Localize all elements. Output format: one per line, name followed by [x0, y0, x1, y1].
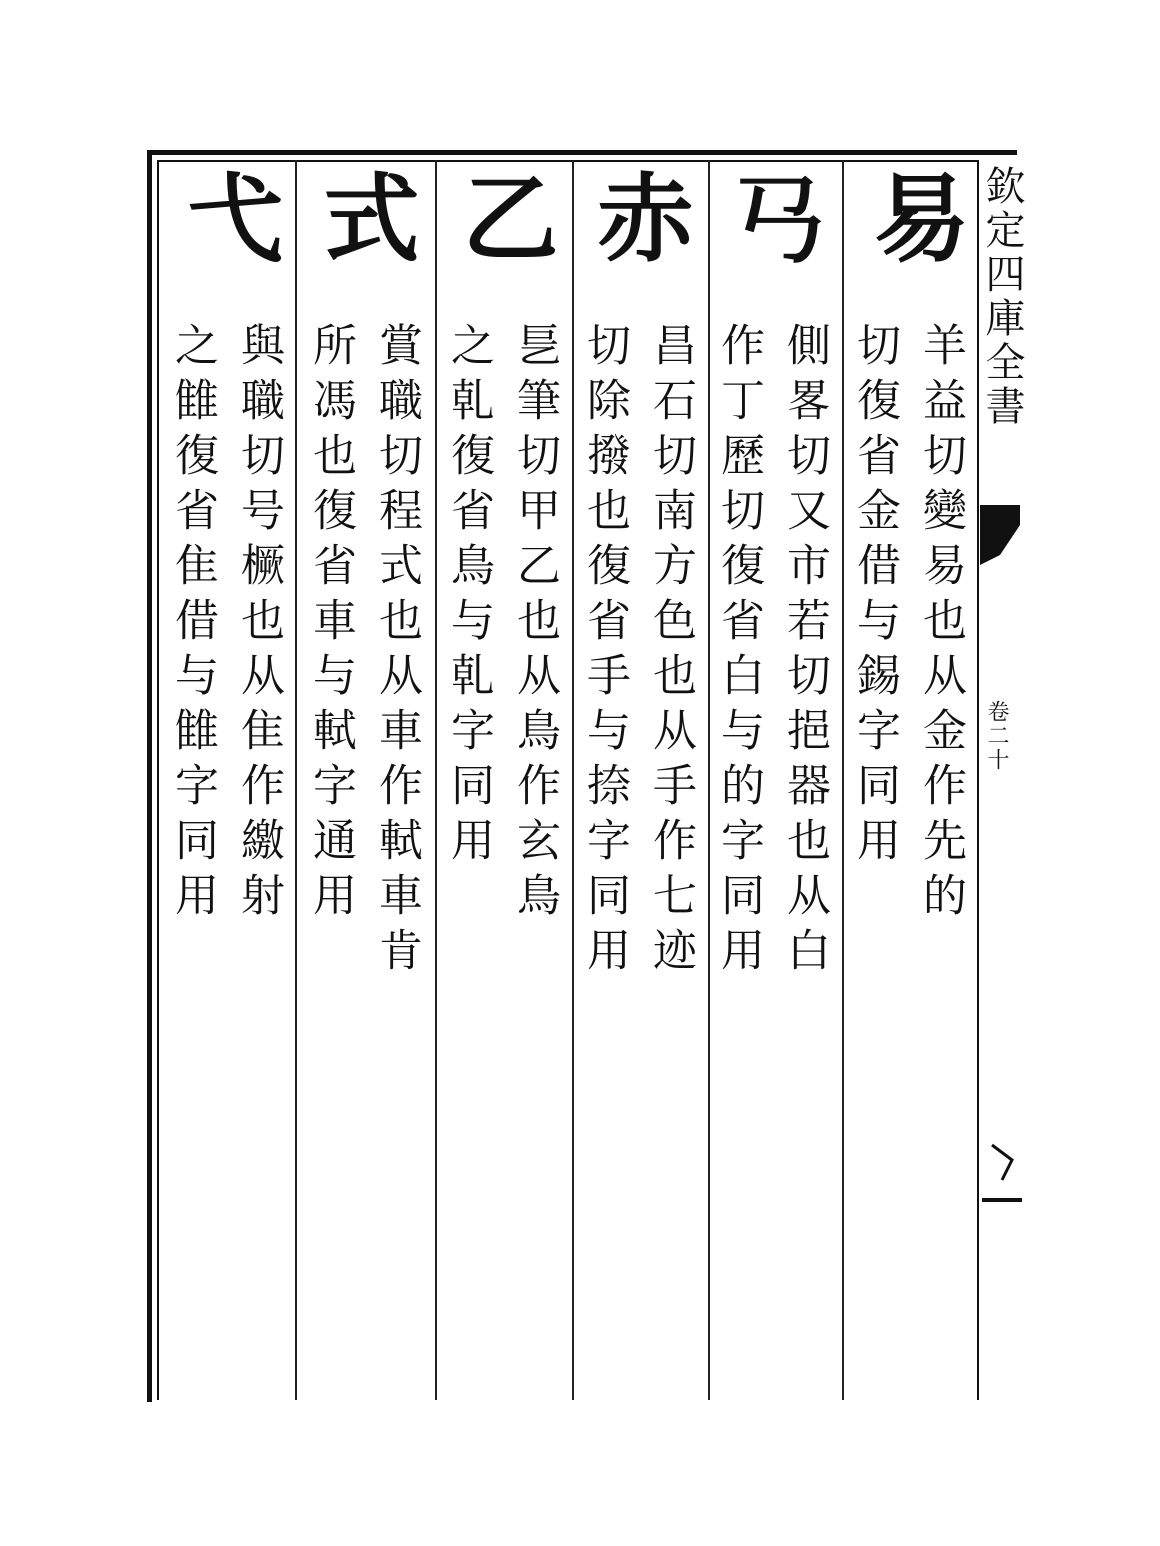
seal-character: 易: [858, 168, 971, 264]
entry-text-line: 昌石切南方色也从手作七迹: [645, 322, 696, 982]
frame-inner-left-line: [157, 160, 159, 1400]
seal-character: 赤: [582, 168, 695, 264]
entry-text-line: 作丁歷切復省白与的字同用: [713, 322, 764, 982]
entry-text-line: 側畧切又市若切挹器也从白: [779, 322, 830, 982]
entry-text-line: 切除撥也復省手与捺字同用: [579, 322, 630, 982]
seal-character: 式: [308, 168, 421, 264]
entry-text-line: 賞職切程式也从車作軾車肯: [371, 322, 422, 982]
column-rule: [435, 160, 437, 1400]
column-rule: [842, 160, 844, 1400]
column-rule: [708, 160, 710, 1400]
seal-character: 弋: [172, 168, 285, 264]
entry-text-line: 切復省金借与錫字同用: [849, 322, 900, 872]
entry-text-line: 之乹復省鳥与乹字同用: [443, 322, 494, 872]
book-title: 欽定四庫全書: [979, 165, 1025, 429]
frame-inner-top-line: [157, 160, 977, 162]
entry-text-line: 所馮也復省車与軾字通用: [305, 322, 356, 927]
seal-character: 乙: [447, 168, 560, 264]
entry-text-line: 乬筆切甲乙也从鳥作玄鳥: [509, 322, 560, 927]
column-rule: [572, 160, 574, 1400]
seal-character: 𢎘: [720, 168, 833, 264]
juan-number: 卷二十: [984, 700, 1009, 772]
entry-text-line: 羊益切變易也从金作先的: [915, 322, 966, 927]
entry-text-line: 與職切号橛也从隹作繳射: [233, 322, 284, 927]
column-rule: [295, 160, 297, 1400]
entry-text-line: 之雔復省隹借与雔字同用: [167, 322, 218, 927]
fish-tail-mark: [980, 505, 1020, 565]
bottom-fish-tail-mark: [982, 1140, 1022, 1210]
